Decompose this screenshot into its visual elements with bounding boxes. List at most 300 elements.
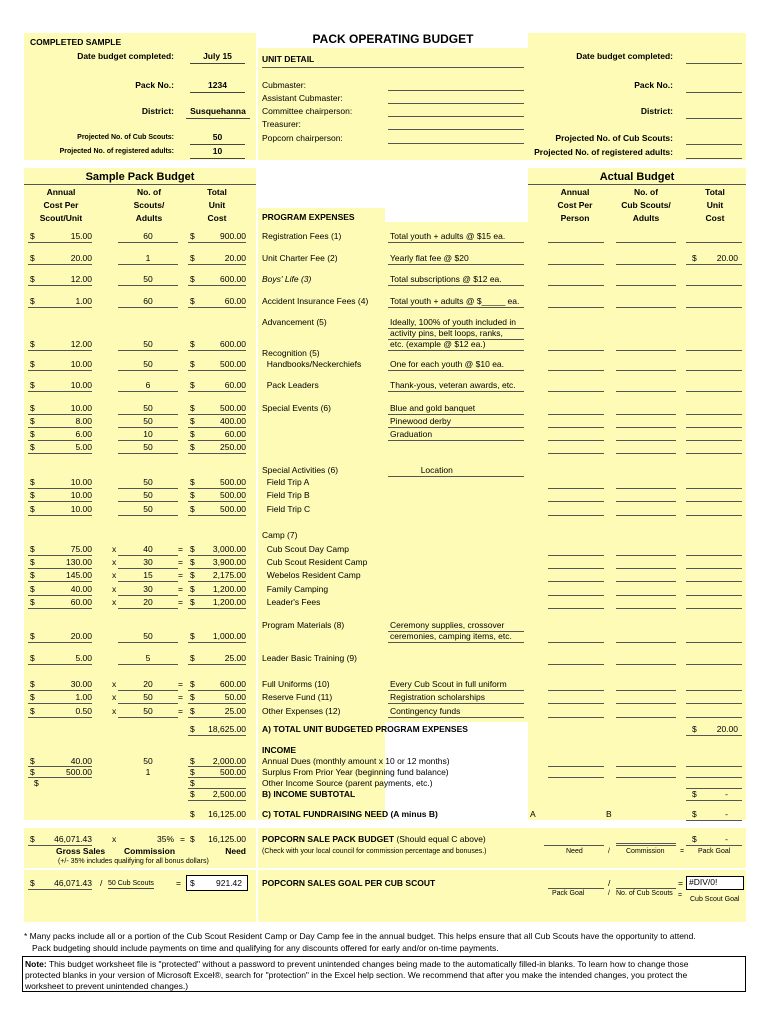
row-cost: 60.00 <box>70 597 92 607</box>
actual-cost-field[interactable] <box>548 370 604 371</box>
row-cost-dollar: $ <box>30 679 35 689</box>
row-total: 1,200.00 <box>212 597 246 607</box>
row-total-rule <box>188 690 246 691</box>
row-label: Recognition (5) <box>262 348 320 358</box>
popcorn-chair-field[interactable] <box>388 143 524 144</box>
row-num: 20 <box>143 679 153 689</box>
income-sub-dollar: $ <box>190 789 195 799</box>
row-label: Family Camping <box>262 584 329 594</box>
row-x: x <box>112 692 117 702</box>
row-label: Camp (7) <box>262 530 298 540</box>
district-label: District: <box>141 106 174 116</box>
row-num: 60 <box>143 231 153 241</box>
sample-col3-h3: Cost <box>207 213 227 223</box>
actual-num-field[interactable] <box>616 391 676 392</box>
row-x: x <box>112 557 117 567</box>
r-district-field[interactable] <box>686 118 742 119</box>
gross-sales-value: 46,071.43 <box>54 834 92 844</box>
actual-cost-field[interactable] <box>548 717 604 718</box>
income-title: INCOME <box>262 745 296 755</box>
row-num: 50 <box>143 706 153 716</box>
row-cost: 20.00 <box>70 631 92 641</box>
row-total-dollar: $ <box>190 231 195 241</box>
row-num-rule <box>118 350 178 351</box>
actual-budget-title: Actual Budget <box>599 171 675 183</box>
r-comm-rule <box>616 845 676 846</box>
unit-detail-rule <box>262 67 524 68</box>
income-dues-label: Annual Dues (monthly amount x 10 or 12 months) <box>262 756 450 766</box>
row-desc: Yearly flat fee @ $20 <box>390 253 469 263</box>
row-total-rule <box>188 581 246 582</box>
r-date-field[interactable] <box>686 63 742 64</box>
subtotal-a-label: A) TOTAL UNIT BUDGETED PROGRAM EXPENSES <box>262 724 468 734</box>
row-desc-field[interactable] <box>388 285 524 286</box>
row-label: Full Uniforms (10) <box>262 679 330 689</box>
gross-dollar: $ <box>30 834 35 844</box>
actual-cost-field[interactable] <box>548 350 604 351</box>
row-cost-rule <box>28 307 92 308</box>
row-cost: 75.00 <box>70 544 92 554</box>
row-desc: Registration scholarships <box>390 692 485 702</box>
actual-num-field[interactable] <box>616 370 676 371</box>
actual-num-field[interactable] <box>616 703 676 704</box>
actual-num-field[interactable] <box>616 488 676 489</box>
row-total-dollar: $ <box>190 442 195 452</box>
row-cost-dollar: $ <box>30 544 35 554</box>
actual-cost-field[interactable] <box>548 242 604 243</box>
row-desc-field[interactable] <box>388 264 524 265</box>
row-eq: = <box>178 692 183 702</box>
row-total: 2,175.00 <box>212 570 246 580</box>
actual-col2-h1: No. of <box>633 187 659 197</box>
row-cost-dollar: $ <box>30 706 35 716</box>
actual-total-field[interactable] <box>686 307 742 308</box>
row-cost: 10.00 <box>70 403 92 413</box>
actual-total-field[interactable] <box>686 440 742 441</box>
actual-cost-field[interactable] <box>548 488 604 489</box>
row-label: Program Materials (8) <box>262 620 345 630</box>
actual-dues-num-field[interactable] <box>616 766 676 767</box>
actual-cost-field[interactable] <box>548 608 604 609</box>
actual-num-field[interactable] <box>616 427 676 428</box>
goal-num-field[interactable] <box>616 888 676 889</box>
row-num-rule <box>118 501 178 502</box>
row-cost-rule <box>28 414 92 415</box>
actual-total-field[interactable] <box>686 555 742 556</box>
row-total: 60.00 <box>224 296 246 306</box>
sample-col2-h3: Adults <box>135 213 163 223</box>
actual-num-field[interactable] <box>616 453 676 454</box>
row-cost-rule <box>28 595 92 596</box>
row-total: 600.00 <box>220 679 246 689</box>
row-desc-field[interactable] <box>388 440 524 441</box>
actual-cost-field[interactable] <box>548 264 604 265</box>
actual-total-field[interactable] <box>686 427 742 428</box>
actual-cost-field[interactable] <box>548 581 604 582</box>
row-total: 20.00 <box>224 253 246 263</box>
row-num: 50 <box>143 416 153 426</box>
row-total-rule <box>188 414 246 415</box>
actual-cost-field[interactable] <box>548 440 604 441</box>
row-num: 50 <box>143 339 153 349</box>
goal-eq: = <box>678 878 683 888</box>
actual-total-field[interactable] <box>686 414 742 415</box>
actual-col1-h1: Annual <box>560 187 590 197</box>
row-total-rule <box>188 595 246 596</box>
other-total-dollar: $ <box>190 778 195 788</box>
row-num-rule <box>118 608 178 609</box>
row-total: 50.00 <box>224 692 246 702</box>
row-cost-dollar: $ <box>30 692 35 702</box>
actual-total-field[interactable] <box>686 703 742 704</box>
row-desc-field[interactable] <box>388 642 524 643</box>
row-label: Special Activities (6) <box>262 465 339 475</box>
row-num: 6 <box>145 380 151 390</box>
actual-surplus-num-field[interactable] <box>616 777 676 778</box>
dues-total-rule <box>188 766 246 767</box>
row-cost-dollar: $ <box>30 442 35 452</box>
row-desc: etc. (example @ $12 ea.) <box>390 339 486 349</box>
row-desc-field[interactable] <box>388 414 524 415</box>
actual-cost-field[interactable] <box>548 555 604 556</box>
row-cost-dollar: $ <box>30 477 35 487</box>
row-desc-field[interactable] <box>388 690 524 691</box>
commission-pct: 35% <box>156 834 174 844</box>
actual-col1-h2: Cost Per <box>557 200 593 210</box>
actual-num-field[interactable] <box>616 642 676 643</box>
row-x: x <box>112 584 117 594</box>
row-desc: Every Cub Scout in full uniform <box>390 679 507 689</box>
actual-total-field[interactable] <box>686 264 742 265</box>
row-num: 50 <box>143 442 153 452</box>
actual-cost-field[interactable] <box>548 568 604 569</box>
actual-cost-field[interactable] <box>548 515 604 516</box>
actual-num-field[interactable] <box>616 414 676 415</box>
actual-total-field[interactable] <box>686 285 742 286</box>
row-num: 50 <box>143 692 153 702</box>
row-desc: Pinewood derby <box>390 416 451 426</box>
row-desc-field[interactable] <box>388 307 524 308</box>
row-total: 60.00 <box>224 429 246 439</box>
row-desc-field[interactable] <box>388 703 524 704</box>
row-total-dollar: $ <box>190 359 195 369</box>
row-num: 50 <box>143 490 153 500</box>
actual-num-field[interactable] <box>616 608 676 609</box>
row-total-dollar: $ <box>190 597 195 607</box>
actual-num-field[interactable] <box>616 717 676 718</box>
fundraising-label: C) TOTAL FUNDRAISING NEED (A minus B) <box>262 809 438 819</box>
row-cost: 1.00 <box>75 692 92 702</box>
actual-num-field[interactable] <box>616 307 676 308</box>
row-cost-dollar: $ <box>30 416 35 426</box>
r-proj-adults-field[interactable] <box>686 158 742 159</box>
role-cubmaster: Cubmaster: <box>262 80 306 90</box>
row-desc-field[interactable] <box>388 717 524 718</box>
assistant-cubmaster-field[interactable] <box>388 103 524 104</box>
gross-x: x <box>112 834 117 844</box>
actual-cost-field[interactable] <box>548 703 604 704</box>
projected-scouts-value: 50 <box>190 133 245 145</box>
row-total-dollar: $ <box>190 253 195 263</box>
actual-total-field[interactable] <box>686 370 742 371</box>
surplus-rule <box>28 777 92 778</box>
row-cost-dollar: $ <box>30 339 35 349</box>
row-desc: Total youth + adults @ $_____ ea. <box>390 296 520 306</box>
r-pack-field[interactable] <box>686 92 742 93</box>
row-num: 1 <box>145 253 151 263</box>
actual-panel <box>528 168 746 820</box>
row-desc: Ceremony supplies, crossover <box>390 620 505 630</box>
program-expenses-label: PROGRAM EXPENSES <box>262 212 355 222</box>
dues-num: 50 <box>143 756 153 766</box>
committee-chair-field[interactable] <box>388 116 524 117</box>
actual-surplus-total-field[interactable] <box>686 777 742 778</box>
income-subtotal-label: B) INCOME SUBTOTAL <box>262 789 356 799</box>
actual-num-field[interactable] <box>616 242 676 243</box>
row-cost-rule <box>28 370 92 371</box>
row-cost-dollar: $ <box>30 380 35 390</box>
row-num-rule <box>118 414 178 415</box>
footnote-1: * Many packs include all or a portion of the Cub Scout Resident Camp or Day Camp fee in the annual budget. This helps ensure that all Cub Scouts have the opportunity to attend. <box>24 931 696 941</box>
row-cost-rule <box>28 664 92 665</box>
row-cost: 1.00 <box>75 296 92 306</box>
row-cost-dollar: $ <box>30 597 35 607</box>
actual-num-field[interactable] <box>616 664 676 665</box>
row-label: Other Expenses (12) <box>262 706 341 716</box>
income-subtotal-actual: - <box>725 789 728 799</box>
income-actual-rule <box>686 800 742 801</box>
row-cost: 5.00 <box>75 442 92 452</box>
actual-total-field[interactable] <box>686 717 742 718</box>
actual-num-field[interactable] <box>616 264 676 265</box>
actual-cost-field[interactable] <box>548 391 604 392</box>
actual-num-field[interactable] <box>616 690 676 691</box>
row-label: Leader Basic Training (9) <box>262 653 357 663</box>
actual-num-field[interactable] <box>616 501 676 502</box>
row-desc-field[interactable] <box>388 370 524 371</box>
goal-pack-field[interactable] <box>548 888 604 889</box>
actual-other-total-field[interactable] <box>686 788 742 789</box>
income-sub-rule <box>188 800 246 801</box>
gross-eq: = <box>180 834 185 844</box>
actual-total-field[interactable] <box>686 595 742 596</box>
actual-total-field[interactable] <box>686 581 742 582</box>
row-total: 500.00 <box>220 403 246 413</box>
goal-pack-label: Pack Goal <box>552 890 585 897</box>
row-num: 10 <box>143 429 153 439</box>
fundraising-value: 16,125.00 <box>208 809 246 819</box>
row-num: 60 <box>143 296 153 306</box>
district-value: Susquehanna <box>186 107 250 119</box>
dues-dollar: $ <box>30 756 35 766</box>
row-cost-dollar: $ <box>30 504 35 514</box>
income-surplus-label: Surplus From Prior Year (beginning fund balance) <box>262 767 449 777</box>
row-cost-dollar: $ <box>30 296 35 306</box>
actual-surplus-cost-field[interactable] <box>548 777 604 778</box>
actual-cost-field[interactable] <box>548 501 604 502</box>
row-label: Field Trip B <box>262 490 310 500</box>
actual-total-field[interactable] <box>686 488 742 489</box>
row-total: 25.00 <box>224 653 246 663</box>
row-total-rule <box>188 555 246 556</box>
actual-cost-field[interactable] <box>548 285 604 286</box>
actual-cost-field[interactable] <box>548 453 604 454</box>
actual-cost-field[interactable] <box>548 595 604 596</box>
row-cost: 12.00 <box>70 274 92 284</box>
row-x: x <box>112 544 117 554</box>
actual-cost-field[interactable] <box>548 414 604 415</box>
row-total-dollar: $ <box>190 296 195 306</box>
actual-cost-field[interactable] <box>548 664 604 665</box>
subtotal-dollar: $ <box>190 724 195 734</box>
row-cost: 40.00 <box>70 584 92 594</box>
actual-num-field[interactable] <box>616 285 676 286</box>
row-num-rule <box>118 307 178 308</box>
goal-result: #DIV/0! <box>689 877 718 887</box>
row-total-rule <box>188 703 246 704</box>
row-num-rule <box>118 690 178 691</box>
row-desc-field[interactable] <box>388 391 524 392</box>
goal-eq2: = <box>678 892 683 899</box>
actual-total-field[interactable] <box>686 350 742 351</box>
row-cost-rule <box>28 440 92 441</box>
row-total: 500.00 <box>220 359 246 369</box>
row-cost: 6.00 <box>75 429 92 439</box>
row-label: Cub Scout Resident Camp <box>262 557 368 567</box>
row-total-dollar: $ <box>190 429 195 439</box>
row-num-rule <box>118 703 178 704</box>
row-total-rule <box>188 642 246 643</box>
actual-num-field[interactable] <box>616 555 676 556</box>
actual-cost-field[interactable] <box>548 427 604 428</box>
row-total-dollar: $ <box>190 403 195 413</box>
row-num-rule <box>118 370 178 371</box>
r-district-label: District: <box>640 106 673 116</box>
row-x: x <box>112 679 117 689</box>
cubmaster-field[interactable] <box>388 90 524 91</box>
r-slash: / <box>608 848 610 855</box>
row-total-rule <box>188 427 246 428</box>
row-total-dollar: $ <box>190 679 195 689</box>
actual-num-field[interactable] <box>616 440 676 441</box>
row-cost-rule <box>28 453 92 454</box>
row-cost: 10.00 <box>70 504 92 514</box>
row-total-rule <box>188 242 246 243</box>
row-total-dollar: $ <box>190 544 195 554</box>
dues-total-dollar: $ <box>190 756 195 766</box>
treasurer-field[interactable] <box>388 129 524 130</box>
row-total-rule <box>188 453 246 454</box>
actual-num-field[interactable] <box>616 515 676 516</box>
actual-num-field[interactable] <box>616 581 676 582</box>
other-dollar: $ <box>34 778 39 788</box>
r-proj-scouts-field[interactable] <box>686 144 742 145</box>
row-desc: ceremonies, camping items, etc. <box>390 631 512 641</box>
row-desc: One for each youth @ $10 ea. <box>390 359 505 369</box>
actual-dues-total-field[interactable] <box>686 766 742 767</box>
row-eq: = <box>178 570 183 580</box>
row-num: 20 <box>143 597 153 607</box>
row-num: 15 <box>143 570 153 580</box>
row-num-rule <box>118 515 178 516</box>
actual-total-field[interactable] <box>686 515 742 516</box>
row-desc-field[interactable] <box>388 476 524 477</box>
row-total-dollar: $ <box>190 692 195 702</box>
row-cost-rule <box>28 690 92 691</box>
actual-commission-field[interactable] <box>616 843 676 844</box>
row-eq: = <box>178 706 183 716</box>
fund-dollar: $ <box>190 809 195 819</box>
row-x: x <box>112 706 117 716</box>
actual-cost-field[interactable] <box>548 642 604 643</box>
actual-dues-cost-field[interactable] <box>548 766 604 767</box>
fund-actual-dollar: $ <box>692 809 697 819</box>
surplus-total-rule <box>188 777 246 778</box>
row-num-rule <box>118 664 178 665</box>
row-eq: = <box>178 679 183 689</box>
r-need-label: Need <box>566 848 583 855</box>
row-cost: 0.50 <box>75 706 92 716</box>
row-cost-rule <box>28 427 92 428</box>
row-cost-rule <box>28 501 92 502</box>
fundraising-actual: - <box>725 809 728 819</box>
row-total-rule <box>188 264 246 265</box>
actual-total-field[interactable] <box>686 642 742 643</box>
row-total-dollar: $ <box>190 339 195 349</box>
fund-actual-rule <box>686 820 742 821</box>
actual-total-field[interactable] <box>686 664 742 665</box>
actual-total-field[interactable] <box>686 568 742 569</box>
row-total: 250.00 <box>220 442 246 452</box>
actual-num-field[interactable] <box>616 595 676 596</box>
row-total-dollar: $ <box>190 570 195 580</box>
actual-total-field[interactable] <box>686 242 742 243</box>
actual-total-field[interactable] <box>686 608 742 609</box>
r-commission-label: Commission <box>626 848 665 855</box>
row-num-rule <box>118 453 178 454</box>
row-num: 30 <box>143 557 153 567</box>
footnote-2: Pack budgeting should include payments on time and qualifying for any discounts offered for early and/or on-time payments. <box>32 943 499 953</box>
pack-no-label: Pack No.: <box>135 80 174 90</box>
row-total: 500.00 <box>220 477 246 487</box>
actual-num-field[interactable] <box>616 568 676 569</box>
commission-note: (+/- 35% includes qualifying for all bonus dollars) <box>58 858 209 865</box>
row-desc-field[interactable] <box>388 350 524 351</box>
r-pack-label: Pack No.: <box>634 80 673 90</box>
row-desc-field[interactable] <box>388 242 524 243</box>
row-cost-rule <box>28 285 92 286</box>
row-total: 500.00 <box>220 504 246 514</box>
r-need-rule <box>544 845 604 846</box>
row-num: 5 <box>145 653 151 663</box>
actual-col2-h3: Adults <box>632 213 660 223</box>
actual-col3-h3: Cost <box>705 213 725 223</box>
row-cost-dollar: $ <box>30 359 35 369</box>
row-cost-dollar: $ <box>30 557 35 567</box>
actual-cost-field[interactable] <box>548 690 604 691</box>
row-cost-dollar: $ <box>30 429 35 439</box>
row-desc-field[interactable] <box>388 427 524 428</box>
actual-total-field[interactable] <box>686 453 742 454</box>
actual-total-field[interactable] <box>686 391 742 392</box>
row-cost: 145.00 <box>66 570 92 580</box>
actual-num-field[interactable] <box>616 350 676 351</box>
actual-cost-field[interactable] <box>548 307 604 308</box>
actual-total-field[interactable] <box>686 690 742 691</box>
goal-slash: / <box>608 878 611 888</box>
actual-total-field[interactable] <box>686 501 742 502</box>
row-num-rule <box>118 264 178 265</box>
